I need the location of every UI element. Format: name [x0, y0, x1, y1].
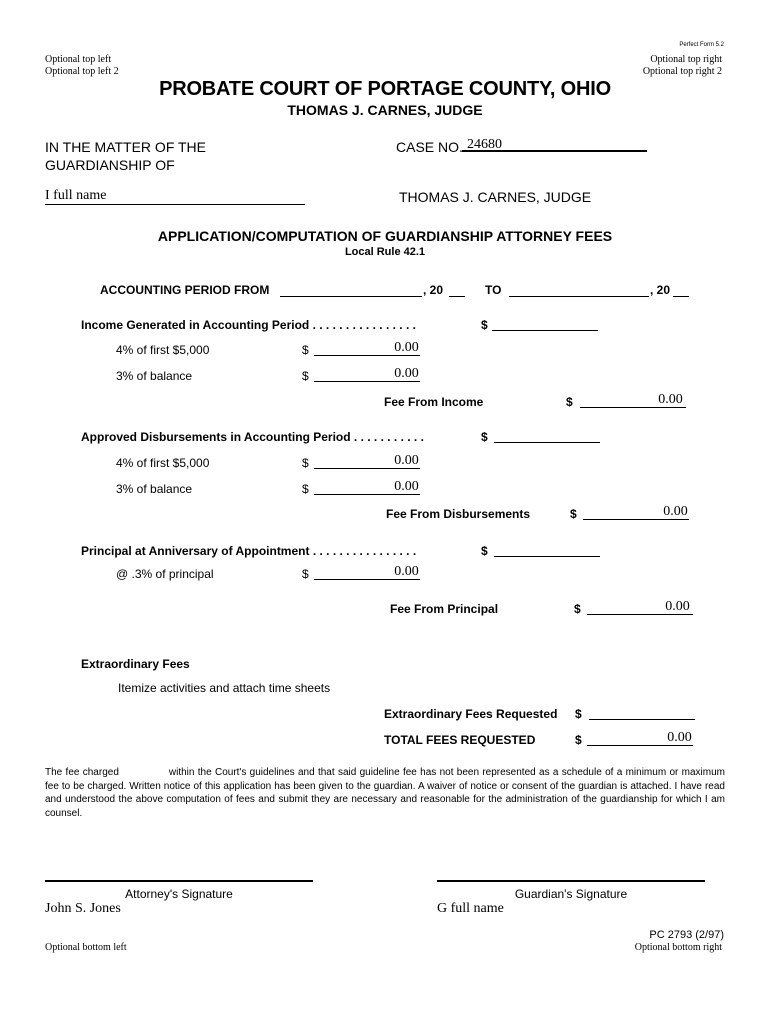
attorney-signature-line[interactable] — [45, 880, 313, 882]
period-from-year-label: , 20 — [423, 283, 444, 297]
period-to-year-field[interactable] — [673, 296, 689, 297]
fee-principal-value[interactable]: 0.00 — [665, 599, 690, 614]
judge-right: THOMAS J. CARNES, JUDGE — [399, 189, 592, 205]
income-dollar: $ — [481, 318, 488, 332]
disbursements-dollar: $ — [481, 430, 488, 444]
judge-header: THOMAS J. CARNES, JUDGE — [287, 102, 483, 118]
form-title: APPLICATION/COMPUTATION OF GUARDIANSHIP ATTORNEY FEES — [157, 228, 613, 244]
guardian-name[interactable]: G full name — [437, 901, 504, 916]
disb-row1-value[interactable]: 0.00 — [394, 453, 419, 468]
statement-part-2: within the Court's guidelines and that said guideline fee has not been represented as a schedule of a minimum or maximum fee to be charged. Written notice of this application has been given to the guardian. A waiver of notice or consent of the guardian is attached. I have read and understood the above computation of fees and submit they are necessary and reasonable for the administration of the guardianship for which I am counsel. — [45, 767, 725, 819]
optional-bottom-right: Optional bottom right — [634, 942, 722, 953]
fee-principal-label: Fee From Principal — [390, 602, 499, 616]
income-label: Income Generated in Accounting Period . . . . . . . . . . . . . . . . — [81, 318, 416, 332]
disbursements-label: Approved Disbursements in Accounting Period . . . . . . . . . . . — [81, 430, 424, 444]
optional-top-left: Optional top left — [45, 54, 112, 65]
extraordinary-note: Itemize activities and attach time sheets — [118, 681, 331, 695]
local-rule: Local Rule 42.1 — [344, 246, 426, 258]
fee-disb-dollar: $ — [570, 507, 577, 521]
total-fees-label: TOTAL FEES REQUESTED — [384, 733, 536, 747]
form-version-label: Perfect Form 5.2 — [679, 42, 724, 48]
total-fees-value[interactable]: 0.00 — [667, 730, 692, 745]
attorney-signature-label: Attorney's Signature — [125, 887, 233, 901]
income-row2-value[interactable]: 0.00 — [394, 366, 419, 381]
income-row2-dollar: $ — [302, 369, 309, 383]
extraordinary-requested-label: Extraordinary Fees Requested — [384, 707, 558, 721]
guardian-signature-line[interactable] — [437, 880, 705, 882]
statement-part-1: The fee charged — [45, 767, 119, 778]
fee-principal-dollar: $ — [574, 602, 581, 616]
period-to-label: TO — [485, 283, 502, 297]
principal-total-field[interactable] — [494, 556, 600, 557]
fee-disb-value[interactable]: 0.00 — [663, 504, 688, 519]
guardian-signature-label: Guardian's Signature — [514, 887, 628, 901]
optional-top-right: Optional top right — [650, 54, 722, 65]
extraordinary-requested-dollar: $ — [575, 707, 582, 721]
income-row1-value[interactable]: 0.00 — [394, 340, 419, 355]
principal-row1-value[interactable]: 0.00 — [394, 564, 419, 579]
disb-row1-dollar: $ — [302, 456, 309, 470]
optional-top-left-2: Optional top left 2 — [45, 66, 119, 77]
period-from-label: ACCOUNTING PERIOD FROM — [100, 283, 270, 297]
disbursements-total-field[interactable] — [494, 442, 600, 443]
matter-line-2: GUARDIANSHIP OF — [45, 157, 175, 173]
optional-bottom-left: Optional bottom left — [45, 942, 127, 953]
form-code: PC 2793 (2/97) — [649, 929, 724, 941]
principal-row1-label: @ .3% of principal — [116, 567, 214, 581]
income-total-field[interactable] — [492, 330, 598, 331]
disb-row2-value[interactable]: 0.00 — [394, 479, 419, 494]
principal-label: Principal at Anniversary of Appointment . . . . . . . . . . . . . . . . — [81, 544, 417, 558]
period-to-field[interactable] — [509, 296, 649, 297]
principal-row1-dollar: $ — [302, 567, 309, 581]
fee-income-label: Fee From Income — [384, 395, 484, 409]
disb-row1-label: 4% of first $5,000 — [116, 456, 210, 470]
disb-row2-dollar: $ — [302, 482, 309, 496]
matter-line-1: IN THE MATTER OF THE — [45, 139, 207, 155]
income-row1-label: 4% of first $5,000 — [116, 343, 210, 357]
ward-name[interactable]: I full name — [45, 188, 107, 203]
extraordinary-requested-field[interactable] — [589, 719, 695, 720]
ward-name-line — [45, 204, 305, 205]
court-title: PROBATE COURT OF PORTAGE COUNTY, OHIO — [159, 78, 611, 100]
disb-row2-label: 3% of balance — [116, 482, 193, 496]
case-no-label: CASE NO. — [396, 139, 463, 155]
attorney-name[interactable]: John S. Jones — [45, 901, 121, 916]
income-row2-label: 3% of balance — [116, 369, 193, 383]
attorney-statement — [45, 766, 725, 820]
fee-disb-label: Fee From Disbursements — [386, 507, 531, 521]
income-row1-dollar: $ — [302, 343, 309, 357]
case-number-field[interactable]: 24680 — [467, 137, 502, 152]
principal-dollar: $ — [481, 544, 488, 558]
period-from-field[interactable] — [280, 296, 422, 297]
period-to-year-label: , 20 — [650, 283, 671, 297]
fee-income-dollar: $ — [566, 395, 573, 409]
total-fees-dollar: $ — [575, 733, 582, 747]
period-from-year-field[interactable] — [449, 296, 465, 297]
fee-income-value[interactable]: 0.00 — [658, 392, 683, 407]
optional-top-right-2: Optional top right 2 — [642, 66, 722, 77]
extraordinary-heading: Extraordinary Fees — [81, 657, 190, 671]
